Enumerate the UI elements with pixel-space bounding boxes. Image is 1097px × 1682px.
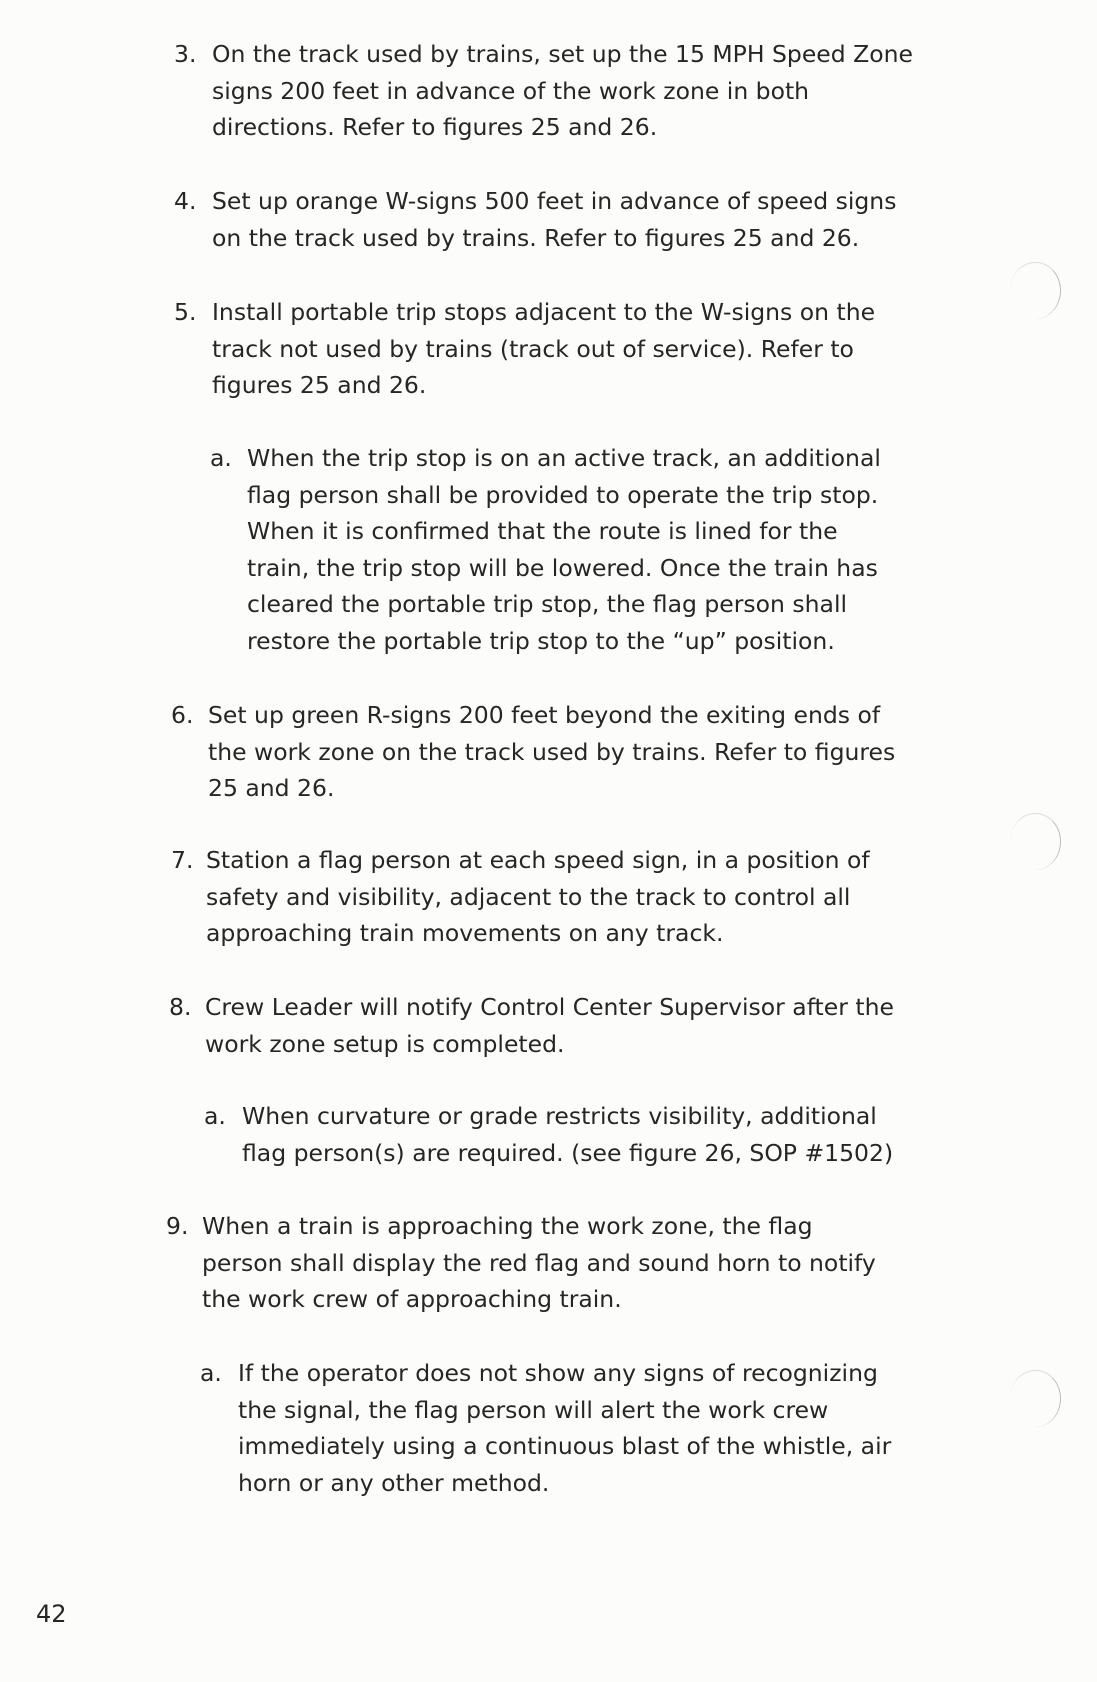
item-number: 9.: [166, 1212, 189, 1240]
item-number: a.: [210, 444, 232, 472]
text-line: Crew Leader will notify Control Center Supervisor after the: [205, 993, 894, 1021]
text-line: figures 25 and 26.: [212, 371, 427, 399]
item-text: [238, 1355, 891, 1501]
text-line: Set up orange W-signs 500 feet in advance of speed signs: [212, 187, 897, 215]
text-line: person shall display the red flag and sound horn to notify: [202, 1248, 876, 1277]
text-line: When it is confirmed that the route is lined for the: [247, 517, 838, 545]
text-line: the work crew of approaching train.: [202, 1285, 622, 1313]
text-line: horn or any other method.: [238, 1468, 550, 1497]
punch-hole-mark: [1010, 1370, 1061, 1427]
item-text: [212, 183, 896, 256]
text-line: Set up green R-signs 200 feet beyond the exiting ends of: [208, 701, 881, 729]
item-number: 8.: [169, 993, 192, 1021]
item-number: 4.: [174, 187, 197, 215]
text-line: restore the portable trip stop to the “up” position.: [247, 626, 835, 655]
item-text: [242, 1098, 893, 1171]
text-line: the signal, the flag person will alert the work crew: [238, 1395, 829, 1424]
text-line: on the track used by trains. Refer to figures 25 and 26.: [212, 223, 860, 252]
text-line: cleared the portable trip stop, the flag person shall: [247, 590, 848, 618]
item-text: [206, 842, 870, 952]
text-line: If the operator does not show any signs of recognizing: [238, 1359, 878, 1387]
item-number: a.: [200, 1359, 222, 1387]
item-text: [202, 1208, 876, 1318]
item-number: 5.: [174, 298, 197, 326]
item-number: 6.: [171, 701, 194, 729]
punch-hole-mark: [1010, 262, 1061, 319]
text-line: 25 and 26.: [208, 774, 335, 802]
text-line: immediately using a continuous blast of the whistle, air: [238, 1432, 892, 1460]
item-number: a.: [204, 1102, 226, 1130]
text-line: When curvature or grade restricts visibility, additional: [242, 1102, 877, 1130]
item-number: 3.: [174, 40, 197, 68]
text-line: directions. Refer to figures 25 and 26.: [212, 113, 658, 141]
text-line: track not used by trains (track out of service). Refer to: [212, 334, 854, 363]
text-line: safety and visibility, adjacent to the track to control all: [206, 882, 851, 911]
text-line: approaching train movements on any track.: [206, 919, 724, 947]
text-line: train, the trip stop will be lowered. Once the train has: [247, 553, 878, 582]
item-text: [205, 989, 894, 1062]
text-line: Station a flag person at each speed sign, in a position of: [206, 846, 870, 874]
punch-hole-mark: [1010, 813, 1061, 870]
item-text: [247, 440, 881, 659]
text-line: Install portable trip stops adjacent to the W-signs on the: [212, 298, 876, 326]
item-number: 7.: [171, 846, 194, 874]
text-line: signs 200 feet in advance of the work zone in both: [212, 76, 810, 105]
page-number: 42: [36, 1600, 67, 1628]
text-line: flag person shall be provided to operate the trip stop.: [247, 480, 879, 509]
item-text: [212, 294, 875, 404]
text-line: On the track used by trains, set up the 15 MPH Speed Zone: [212, 40, 913, 68]
text-line: When a train is approaching the work zone, the flag: [202, 1212, 813, 1240]
text-line: flag person(s) are required. (see figure 26, SOP #1502): [242, 1138, 894, 1167]
text-line: the work zone on the track used by trains. Refer to figures: [208, 737, 896, 766]
text-line: When the trip stop is on an active track, an additional: [247, 444, 881, 472]
item-text: [212, 36, 913, 146]
item-text: [208, 697, 895, 807]
text-line: work zone setup is completed.: [205, 1029, 565, 1058]
